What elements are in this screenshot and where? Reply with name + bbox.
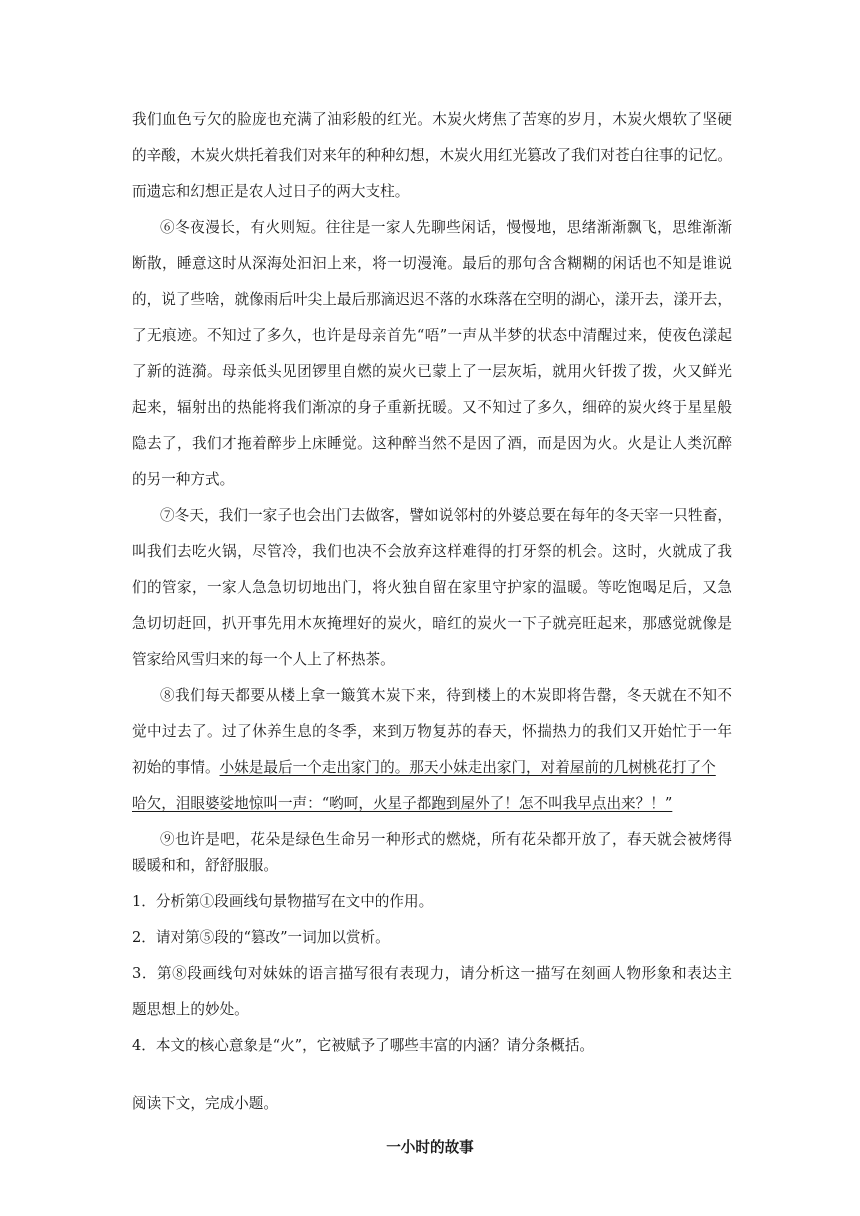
text-line: 的辛酸，木炭火烘托着我们对来年的种种幻想，木炭火用红光篡改了我们对苍白往事的记忆。 xyxy=(132,147,732,164)
text-line: 急切切赶回，扒开事先用木灰掩埋好的炭火，暗红的炭火一下子就亮旺起来，那感觉就像是 xyxy=(132,615,732,632)
text-line: 起来，辐射出的热能将我们渐凉的身子重新抚暖。又不知过了多久，细碎的炭火终于星星般 xyxy=(132,399,732,416)
text-line: 暖暖和和，舒舒服服。 xyxy=(132,857,278,874)
text-line: 我们血色亏欠的脸庞也充满了油彩般的红光。木炭火烤焦了苦寒的岁月，木炭火煨软了坚硬 xyxy=(132,111,732,128)
text-line: 了无痕迹。不知过了多久，也许是母亲首先“唔”一声从半梦的状态中清醒过来，使夜色漾起 xyxy=(132,327,732,344)
question-2: 2．请对第⑤段的“篡改”一词加以赏析。 xyxy=(132,929,390,946)
paragraph-8-start: ⑧我们每天都要从楼上拿一簸箕木炭下来，待到楼上的木炭即将告罄，冬天就在不知不 xyxy=(160,687,732,704)
text-line: 断散，睡意这时从深海处汩汩上来，将一切漫淹。最后的那句含含糊糊的闲话也不知是谁说 xyxy=(132,255,732,272)
text-line: 的，说了些啥，就像雨后叶尖上最后那滴迟迟不落的水珠落在空明的湖心，漾开去，漾开去， xyxy=(132,291,732,308)
question-4: 4．本文的核心意象是“火”，它被赋予了哪些丰富的内涵？请分条概括。 xyxy=(132,1037,595,1054)
text-line: 们的管家，一家人急急切切地出门，将火独自留在家里守护家的温暖。等吃饱喝足后，又急 xyxy=(132,579,732,596)
text-line: 的另一种方式。 xyxy=(132,471,235,488)
text-line: 叫我们去吃火锅，尽管冷，我们也决不会放弃这样难得的打牙祭的机会。这时，火就成了我 xyxy=(132,543,732,560)
text-line xyxy=(132,758,732,778)
story-title: 一小时的故事 xyxy=(386,1139,474,1156)
text-line: 隐去了，我们才拖着醉步上床睡觉。这种醉当然不是因了酒，而是因为火。火是让人类沉醉 xyxy=(132,435,732,452)
underlined-sentence: 小妹是最后一个走出家门的。那天小妹走出家门，对着屋前的几树桃花打了个 xyxy=(219,759,716,776)
paragraph-6-start: ⑥冬夜漫长，有火则短。往往是一家人先聊些闲话，慢慢地，思绪渐渐飘飞，思维渐渐 xyxy=(160,219,732,236)
question-1: 1．分析第①段画线句景物描写在文中的作用。 xyxy=(132,893,434,910)
underlined-sentence: 哈欠，泪眼婆娑地惊叫一声：“哟呵，火星子都跑到屋外了！怎不叫我早点出来？！” xyxy=(132,795,673,812)
text-line: 了新的涟漪。母亲低头见团锣里自燃的炭火已蒙上了一层灰垢，就用火钎拨了拨，火又鲜光 xyxy=(132,363,732,380)
paragraph-7-start: ⑦冬天，我们一家子也会出门去做客，譬如说邻村的外婆总要在每年的冬天宰一只牲畜， xyxy=(160,507,732,524)
text-line: 而遗忘和幻想正是农人过日子的两大支柱。 xyxy=(132,183,410,200)
reading-instruction: 阅读下文，完成小题。 xyxy=(132,1095,278,1112)
text-line: 觉中过去了。过了休养生息的冬季，来到万物复苏的春天，怀揣热力的我们又开始忙于一年 xyxy=(132,723,732,740)
question-3: 3．第⑧段画线句对妹妹的语言描写很有表现力，请分析这一描写在刻画人物形象和表达主 xyxy=(132,965,732,982)
question-3-cont: 题思想上的妙处。 xyxy=(132,1001,249,1018)
text-segment: 初始的事情。 xyxy=(132,759,220,776)
text-line: 管家给风雪归来的每一个人上了杯热茶。 xyxy=(132,651,395,668)
paragraph-9-start: ⑨也许是吧，花朵是绿色生命另一种形式的燃烧，所有花朵都开放了，春天就会被烤得 xyxy=(160,831,732,848)
